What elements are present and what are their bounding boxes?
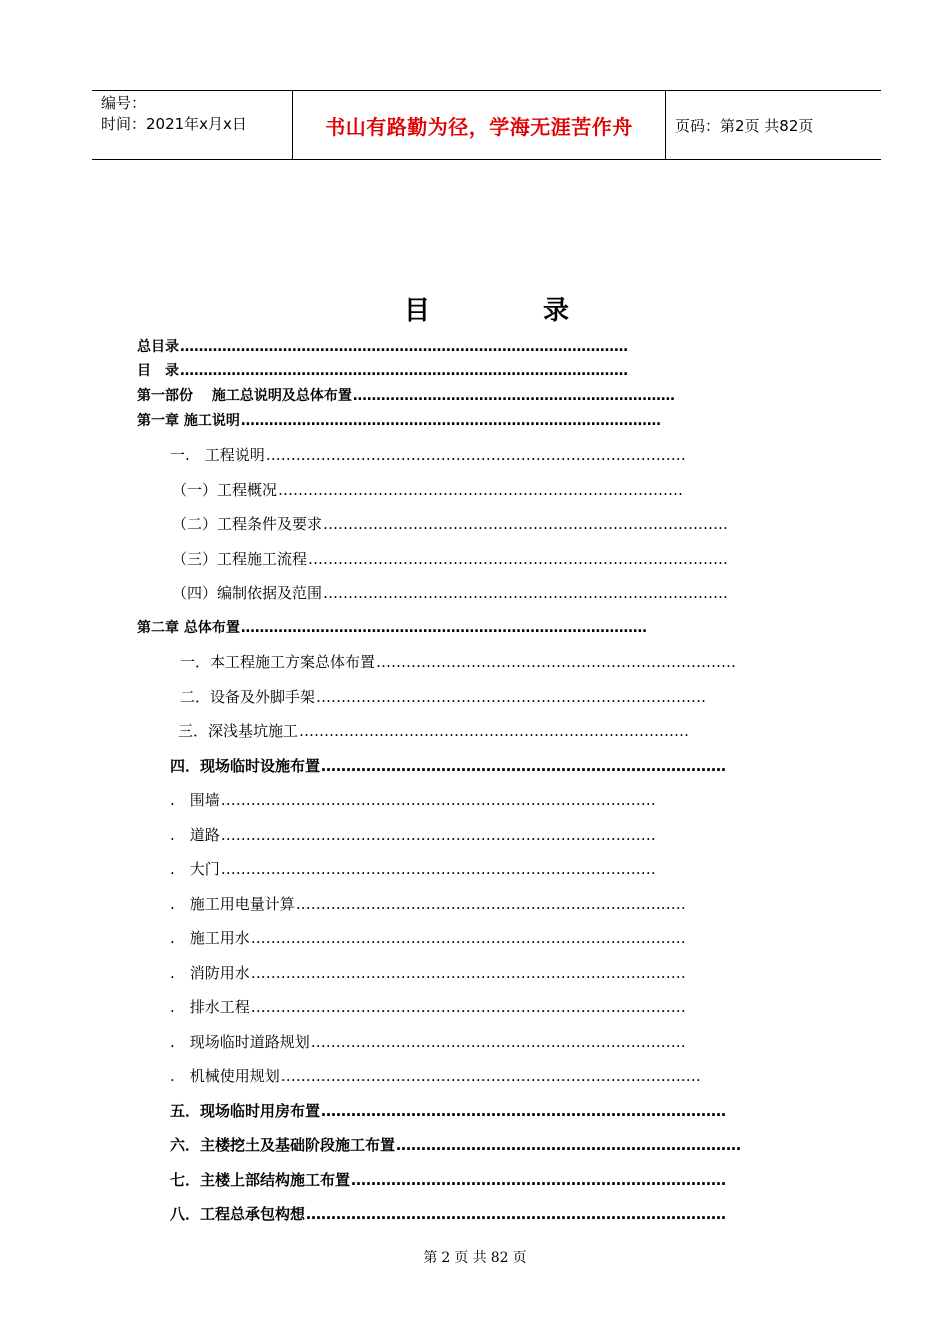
toc-entry-label: . 消防用水	[170, 964, 250, 982]
toc-entry-leader: ………………………………………………………………………	[278, 481, 684, 499]
toc-entry-label: （四）编制依据及范围	[172, 584, 323, 602]
footer-total-pages: 82	[490, 1250, 509, 1266]
toc-entry-label: 第一章 施工说明	[137, 413, 240, 429]
toc-entry-leader: ………………………………………………………………	[376, 653, 737, 671]
toc-entry-leader: …………………………………………………………………………	[308, 550, 729, 568]
toc-entry[interactable]	[170, 858, 815, 880]
date-label: 时间：2021年x月x日	[101, 115, 247, 133]
toc-entry[interactable]	[172, 479, 807, 501]
toc-entry[interactable]	[170, 1203, 823, 1225]
toc-entry-leader: ……………………………………………………………	[352, 388, 675, 404]
toc-entry-label: 四．现场临时设施布置	[170, 757, 321, 775]
footer-page-number: 2	[441, 1250, 451, 1266]
number-label: 编号：	[101, 94, 147, 112]
toc-entry-label: 一. 工程说明	[170, 446, 265, 464]
toc-entry-label: 三．深浅基坑施工	[178, 722, 299, 740]
header-motto: 书山有路勤为径，学海无涯苦作舟	[325, 115, 633, 139]
toc-entry-label: 六．主楼挖土及基础阶段施工布置	[170, 1136, 396, 1154]
toc-entry-leader: …………………………………………………………………………	[265, 446, 686, 464]
title-char-1: 目	[404, 296, 431, 326]
footer-prefix: 第	[423, 1250, 438, 1266]
toc-entry[interactable]	[180, 686, 818, 708]
toc-entry-label: . 大门	[170, 860, 220, 878]
toc-entry[interactable]	[172, 582, 823, 604]
toc-entry-label: 目 录	[137, 363, 179, 379]
toc-entry[interactable]	[170, 1134, 823, 1156]
toc-entry-leader: ………………………………………………………………………	[321, 1102, 727, 1120]
toc-entry-leader: ……………………………………………………………………………	[220, 826, 656, 844]
toc-entry-leader: ……………………………………………………………	[396, 1136, 742, 1154]
toc-entry-leader: ……………………………………………………………………………	[220, 791, 656, 809]
toc-entry[interactable]	[170, 1065, 815, 1087]
toc-entry-leader: …………………………………………………………………	[351, 1171, 727, 1189]
toc-entry-leader: ……………………………………………………………………………	[250, 998, 686, 1016]
toc-entry-leader: ……………………………………………………………………	[299, 722, 690, 740]
toc-entry[interactable]	[178, 720, 816, 742]
toc-entry[interactable]	[137, 410, 815, 432]
toc-entry-leader: ……………………………………………………………………………	[240, 620, 647, 636]
toc-entry-leader: ……………………………………………………………………	[316, 688, 707, 706]
toc-entry[interactable]	[137, 385, 815, 407]
toc-entry-label: 第一部份 施工总说明及总体布置	[137, 388, 352, 404]
toc-entry-leader: ………………………………………………………………………………	[240, 413, 661, 429]
toc-entry[interactable]	[170, 1100, 823, 1122]
toc-entry[interactable]	[170, 789, 815, 811]
title-char-2: 录	[543, 296, 570, 326]
toc-entry-label: . 施工用电量计算	[170, 895, 295, 913]
toc-entry[interactable]	[137, 617, 798, 639]
toc-entry-label: . 排水工程	[170, 998, 250, 1016]
toc-entry-label: 八．工程总承包构想	[170, 1205, 306, 1223]
toc-entry-label: . 围墙	[170, 791, 220, 809]
toc-entry[interactable]	[170, 962, 815, 984]
toc-entry-label: 第二章 总体布置	[137, 620, 240, 636]
toc-entry[interactable]	[172, 513, 823, 535]
toc-entry-label: . 施工用水	[170, 929, 250, 947]
toc-entry-label: . 现场临时道路规划	[170, 1033, 310, 1051]
toc-entry[interactable]	[170, 1169, 823, 1191]
toc-entry-leader: ……………………………………………………………………	[295, 895, 686, 913]
toc-entry-leader: ……………………………………………………………………………	[250, 964, 686, 982]
toc-entry-leader: ………………………………………………………………………	[321, 757, 727, 775]
toc-entry[interactable]	[170, 755, 823, 777]
toc-entry[interactable]	[170, 996, 815, 1018]
footer-suffix: 页	[512, 1250, 527, 1266]
toc-entry-leader: …………………………………………………………………	[310, 1033, 686, 1051]
toc-entry-label: 七．主楼上部结构施工布置	[170, 1171, 351, 1189]
toc-entry-label: （三）工程施工流程	[172, 550, 308, 568]
toc-entry-leader: ……………………………………………………………………………………	[180, 363, 628, 379]
toc-entry[interactable]	[170, 927, 815, 949]
toc-entry-label: . 机械使用规划	[170, 1067, 280, 1085]
toc-entry-leader: ……………………………………………………………………………………	[180, 339, 628, 355]
toc-entry-leader: …………………………………………………………………………	[280, 1067, 701, 1085]
page-footer	[0, 1247, 950, 1267]
toc-entry[interactable]	[170, 1031, 815, 1053]
toc-entry-label: . 道路	[170, 826, 220, 844]
toc-entry-leader: ……………………………………………………………………………	[220, 860, 656, 878]
toc-entry[interactable]	[180, 651, 818, 673]
toc-entry-leader: ………………………………………………………………………	[323, 515, 729, 533]
toc-entry-leader: ……………………………………………………………………………	[250, 929, 686, 947]
toc-entry-label: 五．现场临时用房布置	[170, 1102, 321, 1120]
toc-entry-label: 一．本工程施工方案总体布置	[180, 653, 376, 671]
toc-entry-label: （一）工程概况	[172, 481, 278, 499]
toc-entry-label: 二．设备及外脚手架	[180, 688, 316, 706]
toc-entry[interactable]	[172, 548, 823, 570]
toc-entry[interactable]	[170, 444, 815, 466]
toc-entry-label: 总目录	[137, 339, 179, 355]
toc-entry[interactable]	[170, 893, 815, 915]
header-page-info: 页码：第2页 共82页	[675, 117, 814, 135]
toc-entry[interactable]	[137, 360, 807, 382]
toc-entry[interactable]	[170, 824, 815, 846]
toc-entry-leader: ………………………………………………………………………	[323, 584, 729, 602]
toc-entry-leader: …………………………………………………………………………	[306, 1205, 727, 1223]
toc-entry-label: （二）工程条件及要求	[172, 515, 323, 533]
footer-mid: 页 共	[454, 1250, 487, 1266]
toc-entry[interactable]	[137, 336, 807, 358]
